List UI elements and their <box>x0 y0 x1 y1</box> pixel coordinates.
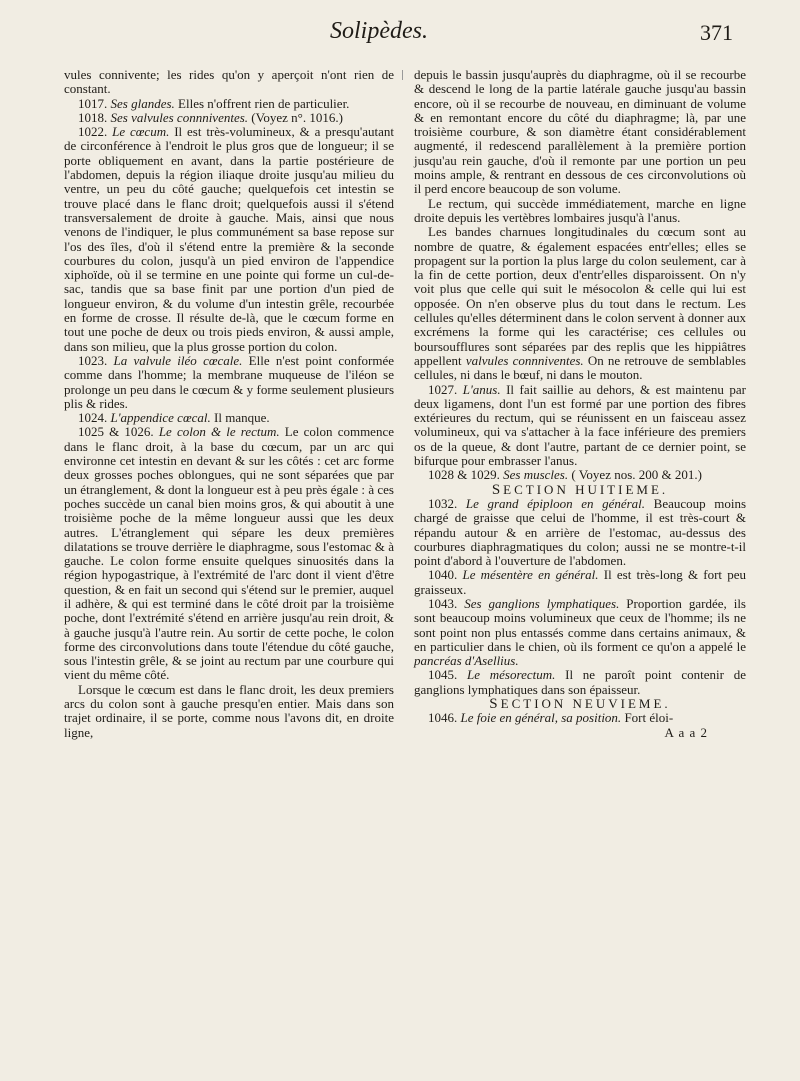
running-head <box>0 18 800 48</box>
paragraph-text: depuis le bassin jusqu'auprès du diaphragme, où il se recourbe & descend le long de la partie latérale gauche jusqu'au bassin encore, où il se recourbe de nouveau, en diminuant de volume & en remontant encore du côté du diaphragme; là, par une troisième courbure, & son diamètre étant considérablement augmenté, il redescend parallèlement à la première portion jusqu'au rein gauche, d'où il remonte par une portion un peu moins ample, & rentrant en dessous de ces circonvolutions où il perd encore beaucoup de son volume. <box>414 67 746 197</box>
paragraph <box>64 68 394 97</box>
left-column <box>64 68 394 740</box>
paragraph-text: Proportion gardée, ils sont beaucoup moins volumineux que ceux de l'homme; ils ne sont point non plus entassés comme dans certains animaux, & en particulier dans le chien, où ils forment ce qu'on a appelé le <box>414 595 746 654</box>
section-heading-text: ECTION NEUVIEME. <box>500 696 671 712</box>
paragraph-text: Elles n'offrent rien de particulier. <box>174 95 350 111</box>
paragraph-text: ( Voyez nos. 200 & 201.) <box>568 467 702 483</box>
paragraph-number: 1018. <box>78 109 108 125</box>
paragraph-title: Le mésorectum. <box>467 667 556 683</box>
paragraph-text: Il fait saillie au dehors, & est maintenu par deux ligamens, dont l'un est formé par une portion des fibres extérieures du rectum, qui se réunissent en un faisceau assez volumineux, qui va s'attacher à la face inférieure des premiers os de la queue, & dont l'autre, partant de ce dernier point, se bifurque pour embrasser l'anus. <box>414 381 747 469</box>
paragraph <box>414 468 746 482</box>
paragraph <box>64 425 394 682</box>
paragraph-text: Il est très-volumineux, & a presqu'autant de circonférence à l'endroit le plus gros que de longueur; il se porte obliquement en avant, dans la partie postérieure de l'abdomen, depuis la région iliaque droite jusqu'au milieu du ventre, un peu du côté gauche; quelquefois cet intestin se trouve placé dans le flanc droit; quelquefois aussi il s'étend transversalement de droite à gauche. Mais, ainsi que nous venons de l'indiquer, le plus communément sa base repose sur l'os des îles, d'où il s'étend entre la première & la seconde courbures du colon, jusqu'à un pied environ de l'appendice xiphoïde, où il se termine en une pointe qui forme un cul-de-sac, tandis que sa base finit par une portion d'un pied de longueur environ, & du volume d'un intestin grêle, recourbée en forme de crosse. Il résulte de-là, que le cœcum forme en tout une poche de deux ou trois pieds environ, & aussi ample, dans son milieu, que la plus grosse portion du colon. <box>64 124 395 354</box>
paragraph-text: Il ne paroît point contenir de ganglions lymphatiques dans son épaisseur. <box>414 667 747 697</box>
paragraph-number: 1043. <box>428 595 458 611</box>
right-column <box>414 68 746 740</box>
paragraph <box>64 97 394 111</box>
paragraph-title: Le grand épiploon en général. <box>465 495 646 511</box>
running-title: Solipèdes. <box>330 18 428 44</box>
paragraph <box>64 354 394 411</box>
paragraph-text: vules connivente; les rides qu'on y aperçoit n'ont rien de constant. <box>64 67 394 97</box>
paragraph-title: Ses muscles. <box>503 467 569 483</box>
paragraph-text: Elle n'est point conformée comme dans l'homme; la membrane muqueuse de l'iléon se prolonge un peu dans le cœcum & y forme seulement plusieurs plis & rides. <box>64 352 394 411</box>
paragraph <box>64 111 394 125</box>
paragraph-text: Le rectum, qui succède immédiatement, marche en ligne droite depuis les vertèbres lombaires jusqu'à l'anus. <box>414 195 746 225</box>
paragraph-text: Le colon commence dans le flanc droit, à la base du cœcum, par un arc qui environne cet intestin en devant & sur les côtés : cet arc forme deux grosses poches oblongues, qui ne sont séparées que par un étranglement, & dont la longueur est à peu près égale : à ces poches succède un canal bien moins gros, & qui aboutit à une troisième poche de la même longueur aussi que les deux autres. L'étranglement qui sépare les deux premières dilatations se trouve derrière le diaphragme, sous l'estomac & à gauche. Le colon forme ensuite quelques sinuosités dans la région hypogastrique, à l'extrémité de l'arc dont il vient d'être question, & en fait un second qui s'étend sur le premier, auquel il adhère, & qui est terminé dans le côté droit par la troisième poche, dont l'extrémité s'étend en arrière jusqu'au rein droit, & à gauche jusqu'à l'autre rein. Au sortir de cette poche, le colon forme des circonvolutions dans toute l'étendue du côté gauche, sous l'intestin grêle, & se joint au rectum par une courbure qui vient du même côté. <box>64 424 394 683</box>
paragraph-text: Il manque. <box>210 410 270 426</box>
paragraph-text: Les bandes charnues longitudinales du cœcum sont au nombre de quatre, & également espacées entr'elles; elles se propagent sur la portion la plus large du colon seulement, car à la fin de cette portion, deux d'entr'elles disparoissent. On n'y voit plus que celle qui suit le mésocolon & celle qui lui est opposée. On n'en observe plus du tout dans le rectum. Les cellules qu'elles déterminent dans le colon servent à donner aux excrémens la forme qui les caractérise; ces cellules ou boursoufflures sont séparées par des replis que les hippiâtres appellent <box>414 224 746 368</box>
paragraph-number: 1023. <box>78 352 108 368</box>
column-divider <box>402 70 403 80</box>
paragraph-italic: pancréas d'Asellius. <box>414 653 519 669</box>
paragraph-number: 1045. <box>428 667 458 683</box>
paragraph <box>64 683 394 740</box>
paragraph-number: 1024. <box>78 410 108 426</box>
paragraph-title: L'appendice cœcal. <box>110 410 211 426</box>
paragraph <box>414 568 746 597</box>
printer-signature: A a a 2 <box>664 724 708 740</box>
paragraph-text: Il est très-long & fort peu graisseux. <box>414 567 747 597</box>
paragraph-text: Beaucoup moins chargé de graisse que celui de l'homme, il est très-court & répandu autour & en arrière de l'estomac, au-dessus des courbures diaphragmatiques du colon; aussi ne se montre-t-il point d'abord à l'ouverture de l'abdomen. <box>414 495 747 569</box>
paragraph-number: 1040. <box>428 567 458 583</box>
paragraph <box>414 711 746 725</box>
paragraph <box>414 68 746 197</box>
paragraph-title: Ses glandes. <box>110 95 175 111</box>
section-heading <box>414 697 746 711</box>
paragraph <box>414 225 746 382</box>
paragraph-title: Le colon & le rectum. <box>158 424 280 440</box>
paragraph-text: Fort éloi- <box>621 710 674 726</box>
paragraph-text: Lorsque le cœcum est dans le flanc droit, les deux premiers arcs du colon sont à gauche presqu'en entier. Mais dans son trajet ordinaire, il se porte, comme nous l'avons dit, en droite ligne, <box>64 681 394 740</box>
paragraph-number: 1027. <box>428 381 458 397</box>
paragraph-title: L'anus. <box>462 381 501 397</box>
paragraph-title: Le foie en général, sa position. <box>460 710 622 726</box>
paragraph-text: On ne retrouve de semblables cellules, ni dans le bœuf, ni dans le mouton. <box>414 352 746 383</box>
paragraph-number: 1028 & 1029. <box>428 467 500 483</box>
section-heading <box>414 483 746 497</box>
paragraph-title: Le mésentère en général. <box>462 567 599 583</box>
section-heading-text: ECTION HUITIEME. <box>503 481 669 497</box>
paragraph-number: 1022. <box>78 124 108 140</box>
paragraph-text: (Voyez n°. 1016.) <box>248 109 343 125</box>
paragraph-title: Ses ganglions lymphatiques. <box>464 595 620 611</box>
paragraph-number: 1046. <box>428 710 458 726</box>
section-heading-initial: S <box>491 481 504 498</box>
paragraph <box>414 197 746 226</box>
paragraph-title: Le cœcum. <box>112 124 170 140</box>
paragraph-title: Ses valvules connniventes. <box>110 109 249 125</box>
page-number: 371 <box>700 20 733 45</box>
paragraph <box>414 383 746 469</box>
paragraph <box>414 668 746 697</box>
paragraph-number: 1017. <box>78 95 108 111</box>
paragraph-italic: valvules connniventes. <box>461 352 584 368</box>
paragraph-number: 1025 & 1026. <box>78 424 154 440</box>
paragraph-number: 1032. <box>428 495 458 511</box>
section-heading-initial: S <box>489 696 501 713</box>
paragraph <box>414 597 746 668</box>
paragraph <box>414 497 746 568</box>
paragraph-title: La valvule iléo cœcale. <box>113 352 243 368</box>
paragraph <box>64 125 394 354</box>
paragraph <box>64 411 394 425</box>
